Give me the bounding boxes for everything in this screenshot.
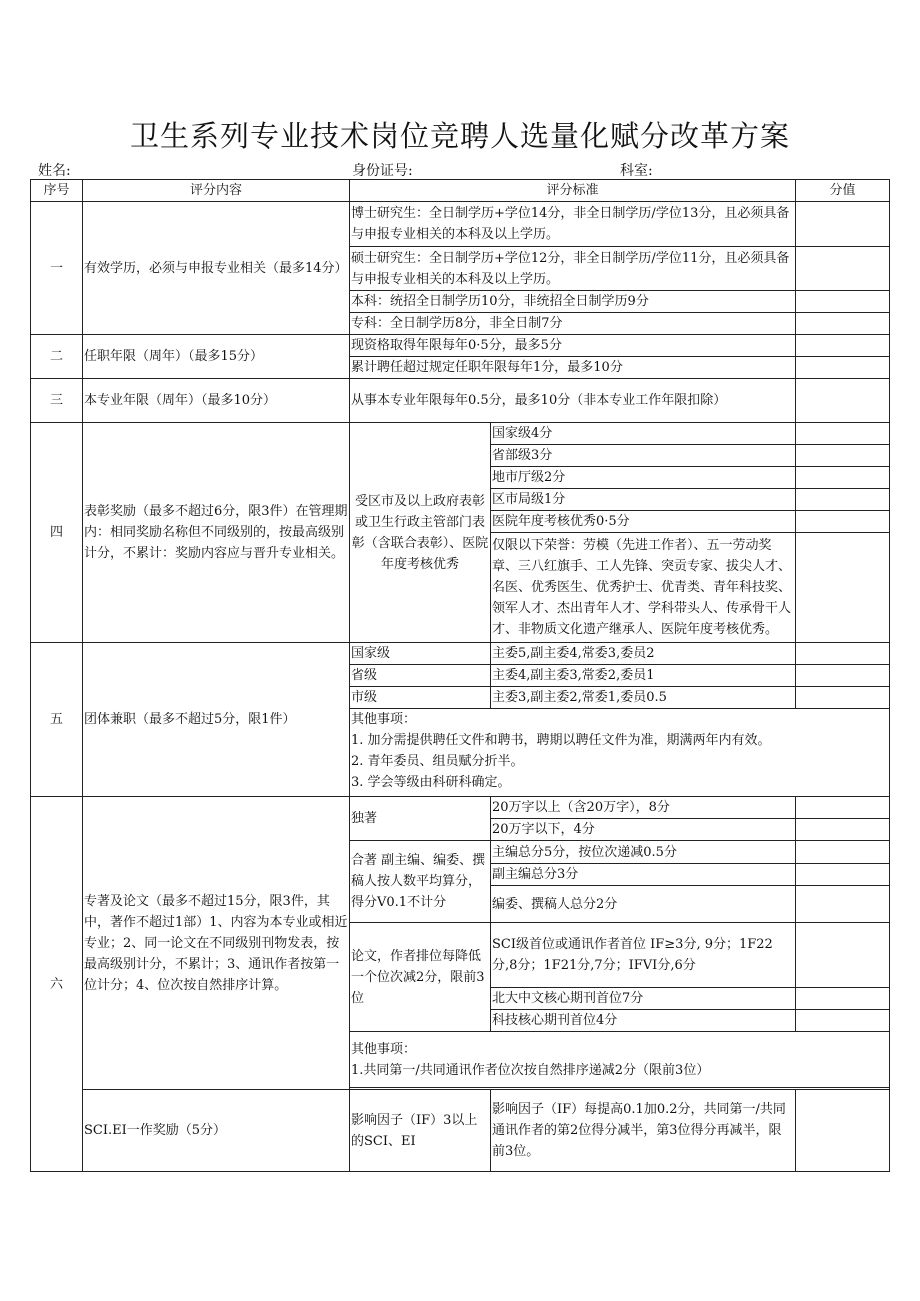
s4-score-3[interactable]	[796, 467, 890, 489]
s1-no: 一	[31, 202, 83, 335]
s6-score-2[interactable]	[796, 819, 890, 841]
s4-score-5[interactable]	[796, 511, 890, 533]
s6-notes	[350, 1032, 890, 1088]
s4-score-6[interactable]	[796, 533, 890, 643]
s5-value-province: 主委4,副主委3,常委2,委员1	[491, 665, 796, 687]
s6-co-rule-2: 副主编总分3分	[491, 864, 796, 886]
s6-coauthor-label: 合著 副主编、编委、撰稿人按人数平均算分，得分Ⅴ0.1不计分	[350, 841, 491, 923]
s6-score-8[interactable]	[796, 1010, 890, 1032]
s1-rule-college: 专科：全日制学历8分，非全日制7分	[350, 313, 796, 335]
s6-note-1: 1.共同第一/共同通讯作者位次按自然排序递减2分（限前3位）	[351, 1062, 710, 1078]
s2-score-2[interactable]	[796, 357, 890, 379]
s6-score-7[interactable]	[796, 988, 890, 1010]
s6-score-4[interactable]	[796, 864, 890, 886]
header-content: 评分内容	[83, 180, 350, 202]
s6-solo-rule-1: 20万字以上（含20万字），8分	[491, 797, 796, 819]
s6-note-title: 其他事项：	[351, 1041, 417, 1057]
s5-level-city: 市级	[350, 687, 491, 709]
s5-level-province: 省级	[350, 665, 491, 687]
s6-score-6[interactable]	[796, 923, 890, 988]
s2-score-1[interactable]	[796, 335, 890, 357]
s5-score-1[interactable]	[796, 643, 890, 665]
s6-co-rule-3: 编委、撰稿人总分2分	[491, 886, 796, 923]
s6-paper-label: 论文，作者排位每降低一个位次减2分，限前3位	[350, 923, 491, 1032]
s6-score-5[interactable]	[796, 886, 890, 923]
s6-score-3[interactable]	[796, 841, 890, 864]
s4-score-1[interactable]	[796, 423, 890, 445]
s6-sci-rule: 影响因子（IF）每提高0.1加0.2分，共同第一/共同通讯作者的第2位得分减半，第3位得分再减半，限前3位。	[491, 1090, 796, 1172]
s2-no: 二	[31, 335, 83, 379]
table-header-row	[31, 180, 890, 202]
s5-notes	[350, 709, 890, 797]
s6-sci-category: 影响因子（IF）3以上的SCI、EI	[350, 1090, 491, 1172]
s4-rule-province: 省部级3分	[491, 445, 796, 467]
s1-score-1[interactable]	[796, 202, 890, 247]
s1-rule-bachelor: 本科：统招全日制学历10分，非统招全日制学历9分	[350, 291, 796, 313]
s6-score-9[interactable]	[796, 1090, 890, 1172]
s4-no: 四	[31, 423, 83, 643]
s5-note-1: 1. 加分需提供聘任文件和聘书，聘期以聘任文件为准，期满两年内有效。	[351, 733, 771, 748]
s5-note-title: 其他事项：	[351, 712, 417, 727]
s5-value-city: 主委3,副主委2,常委1,委员0.5	[491, 687, 796, 709]
s6-paper-rule-tech: 科技核心期刊首位4分	[491, 1010, 796, 1032]
s5-score-3[interactable]	[796, 687, 890, 709]
s6-content: 专著及论文（最多不超过15分，限3件，其中，著作不超过1部）1、内容为本专业或相近专业；2、同一论文在不同级别刊物发表，按最高级别计分，不累计；3、通讯作者按第一位计分；4、位次按自然排序计算。	[83, 797, 350, 1090]
s3-score-1[interactable]	[796, 379, 890, 423]
s4-content: 表彰奖励（最多不超过6分，限3件）在管理期内：相同奖励名称但不同级别的，按最高级别计分，不累计：奖励内容应与晋升专业相关。	[83, 423, 350, 643]
s6-co-rule-1: 主编总分5分，按位次递减0.5分	[491, 841, 796, 864]
s1-score-3[interactable]	[796, 291, 890, 313]
s4-category: 受区市及以上政府表彰或卫生行政主管部门表彰（含联合表彰）、医院年度考核优秀	[350, 423, 491, 643]
s1-score-2[interactable]	[796, 247, 890, 291]
header-standard: 评分标准	[350, 180, 796, 202]
s4-rule-city: 地市厅级2分	[491, 467, 796, 489]
s4-rule-honors: 仅限以下荣誉：劳模（先进工作者）、五一劳动奖章、三八红旗手、工人先锋、突贡专家、拔尖人才、名医、优秀医生、优秀护士、优青类、青年科技奖、领军人才、杰出青年人才、学科带头人、传承骨干人才、非物质文化遗产继承人、医院年度考核优秀。	[491, 533, 796, 643]
s6-sci-content: SCI.EI一作奖励（5分）	[83, 1090, 350, 1172]
s1-rule-phd: 博士研究生：全日制学历+学位14分，非全日制学历/学位13分，且必须具备与申报专业相关的本科及以上学历。	[350, 202, 796, 247]
s2-rule-2: 累计聘任超过规定任职年限每年1分，最多10分	[350, 357, 796, 379]
s5-note-3: 3. 学会等级由科研科确定。	[351, 775, 511, 790]
s4-rule-national: 国家级4分	[491, 423, 796, 445]
s4-rule-district: 区市局级1分	[491, 489, 796, 511]
s3-no: 三	[31, 379, 83, 423]
s3-content: 本专业年限（周年）（最多10分）	[83, 379, 350, 423]
header-score: 分值	[796, 180, 890, 202]
s6-no: 六	[31, 797, 83, 1172]
document-title: 卫生系列专业技术岗位竞聘人选量化赋分改革方案	[129, 119, 790, 153]
s1-score-4[interactable]	[796, 313, 890, 335]
s3-rule-1: 从事本专业年限每年0.5分，最多10分（非本专业工作年限扣除）	[350, 379, 796, 423]
s5-value-national: 主委5,副主委4,常委3,委员2	[491, 643, 796, 665]
s6-solo-rule-2: 20万字以下，4分	[491, 819, 796, 841]
s5-score-2[interactable]	[796, 665, 890, 687]
s6-paper-rule-pku: 北大中文核心期刊首位7分	[491, 988, 796, 1010]
s5-no: 五	[31, 643, 83, 797]
scoring-table	[30, 179, 890, 1172]
header-no: 序号	[31, 180, 83, 202]
s5-note-2: 2. 青年委员、组员赋分折半。	[351, 754, 524, 769]
s2-rule-1: 现资格取得年限每年0·5分，最多5分	[350, 335, 796, 357]
s1-rule-master: 硕士研究生：全日制学历+学位12分，非全日制学历/学位11分，且必须具备与申报专业相关的本科及以上学历。	[350, 247, 796, 291]
s4-rule-hospital: 医院年度考核优秀0·5分	[491, 511, 796, 533]
s1-content: 有效学历，必须与申报专业相关（最多14分）	[83, 202, 350, 335]
id-number-label: 身份证号:	[352, 163, 413, 179]
s6-score-1[interactable]	[796, 797, 890, 819]
s2-content: 任职年限（周年）（最多15分）	[83, 335, 350, 379]
s5-level-national: 国家级	[350, 643, 491, 665]
s5-content: 团体兼职（最多不超过5分，限1件）	[83, 643, 350, 797]
s4-score-2[interactable]	[796, 445, 890, 467]
name-label: 姓名:	[38, 163, 71, 179]
s6-solo-label: 独著	[350, 797, 491, 841]
s6-paper-rule-sci: SCI级首位或通讯作者首位 IF≥3分, 9分；1F22分,8分；1F21分,7分；IFVI分,6分	[491, 923, 796, 988]
department-label: 科室:	[620, 163, 653, 179]
s4-score-4[interactable]	[796, 489, 890, 511]
